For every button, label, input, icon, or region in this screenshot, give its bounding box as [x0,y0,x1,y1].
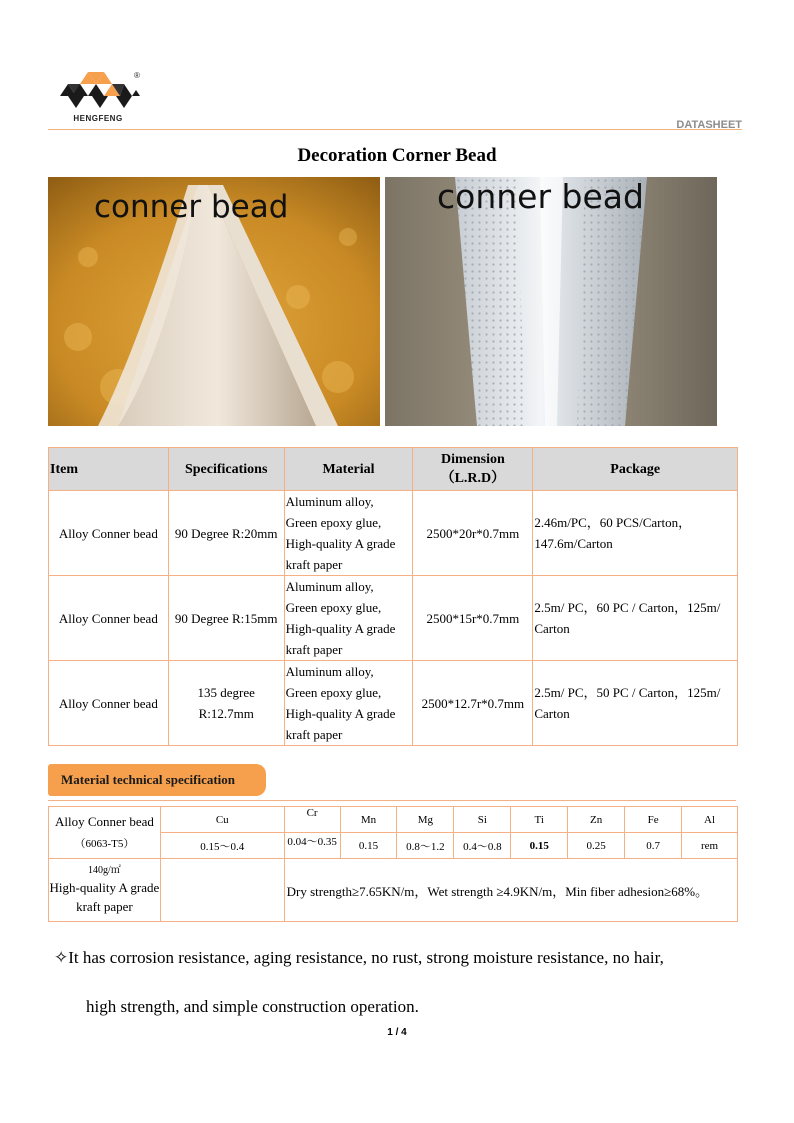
element-header-row [49,807,738,833]
header-item: Item [49,448,169,491]
package-cell: 2.46m/PC，60 PCS/Carton，147.6m/Carton [533,491,738,576]
table-header-row [49,448,738,491]
dimension-cell: 2500*15r*0.7mm [413,576,533,661]
element-cell: Cr [284,807,340,833]
doc-type-label: DATASHEET [676,119,742,131]
photo-caption: conner bead [437,177,644,216]
value-cell: 0.04～0.35 [284,833,340,859]
alloy-grade: （6063-T5） [74,838,135,850]
table-row [49,576,738,661]
value-cell: 0.15 [511,833,568,859]
paper-properties: Dry strength≥7.65KN/m，Wet strength ≥4.9KN/m，Min fiber adhesion≥68%。 [284,859,737,922]
header-material: Material [284,448,413,491]
element-cell: Mn [340,807,397,833]
page-title: Decoration Corner Bead [297,145,497,166]
page-number: 1 / 4 [387,1027,407,1038]
value-cell: 0.4～0.8 [454,833,511,859]
package-cell: 2.5m/ PC，60 PC / Carton，125m/ Carton [533,576,738,661]
element-cell: Al [682,807,738,833]
header-divider [48,129,742,130]
header-package: Package [533,448,738,491]
bullet-star-icon: ✧ [54,948,69,967]
dimension-cell: 2500*12.7r*0.7mm [413,661,533,746]
element-cell: Cu [160,807,284,833]
value-cell: 0.8～1.2 [397,833,454,859]
alloy-label-cell [49,807,161,859]
bullet-text-line1: It has corrosion resistance, aging resistance, no rust, strong moisture resistance, no hair, [68,948,664,967]
spec-cell: 90 Degree R:20mm [168,491,284,576]
item-cell: Alloy Conner bead [49,576,169,661]
table-row [49,661,738,746]
header-specifications: Specifications [168,448,284,491]
material-cell: Aluminum alloy, Green epoxy glue, High-quality A grade kraft paper [284,576,413,661]
value-cell: 0.15～0.4 [160,833,284,859]
element-cell: Zn [568,807,625,833]
element-cell: Mg [397,807,454,833]
registered-mark: ® [134,71,140,80]
feature-bullet [54,933,754,1031]
dimension-cell: 2500*20r*0.7mm [413,491,533,576]
package-cell: 2.5m/ PC，50 PC / Carton，125m/ Carton [533,661,738,746]
product-table [48,447,738,746]
brand-name: HENGFENG [73,114,123,123]
spec-cell: 90 Degree R:15mm [168,576,284,661]
value-cell: 0.15 [340,833,397,859]
value-cell: rem [682,833,738,859]
element-cell: Fe [625,807,682,833]
header-dimension: Dimension （L.R.D） [413,448,533,491]
bullet-text-line2: high strength, and simple construction operation. [86,997,419,1016]
element-cell: Ti [511,807,568,833]
spec-cell: 135 degree R:12.7mm [168,661,284,746]
item-cell: Alloy Conner bead [49,661,169,746]
paper-weight: 140g/㎡ [88,865,121,876]
element-cell: Si [454,807,511,833]
section-divider [48,800,736,801]
material-cell: Aluminum alloy, Green epoxy glue, High-quality A grade kraft paper [284,491,413,576]
material-cell: Aluminum alloy, Green epoxy glue, High-quality A grade kraft paper [284,661,413,746]
empty-cell [160,859,284,922]
value-cell: 0.25 [568,833,625,859]
paper-label-cell [49,859,161,922]
material-spec-table [48,806,738,922]
value-cell: 0.7 [625,833,682,859]
section-heading: Material technical specification [48,764,266,796]
product-photo-paper [48,177,380,426]
product-photo-alloy [385,177,717,426]
alloy-label: Alloy Conner bead [54,814,154,829]
table-row [49,491,738,576]
item-cell: Alloy Conner bead [49,491,169,576]
paper-label: High-quality A grade kraft paper [49,880,160,914]
paper-spec-row [49,859,738,922]
photo-caption: conner bead [94,189,289,225]
